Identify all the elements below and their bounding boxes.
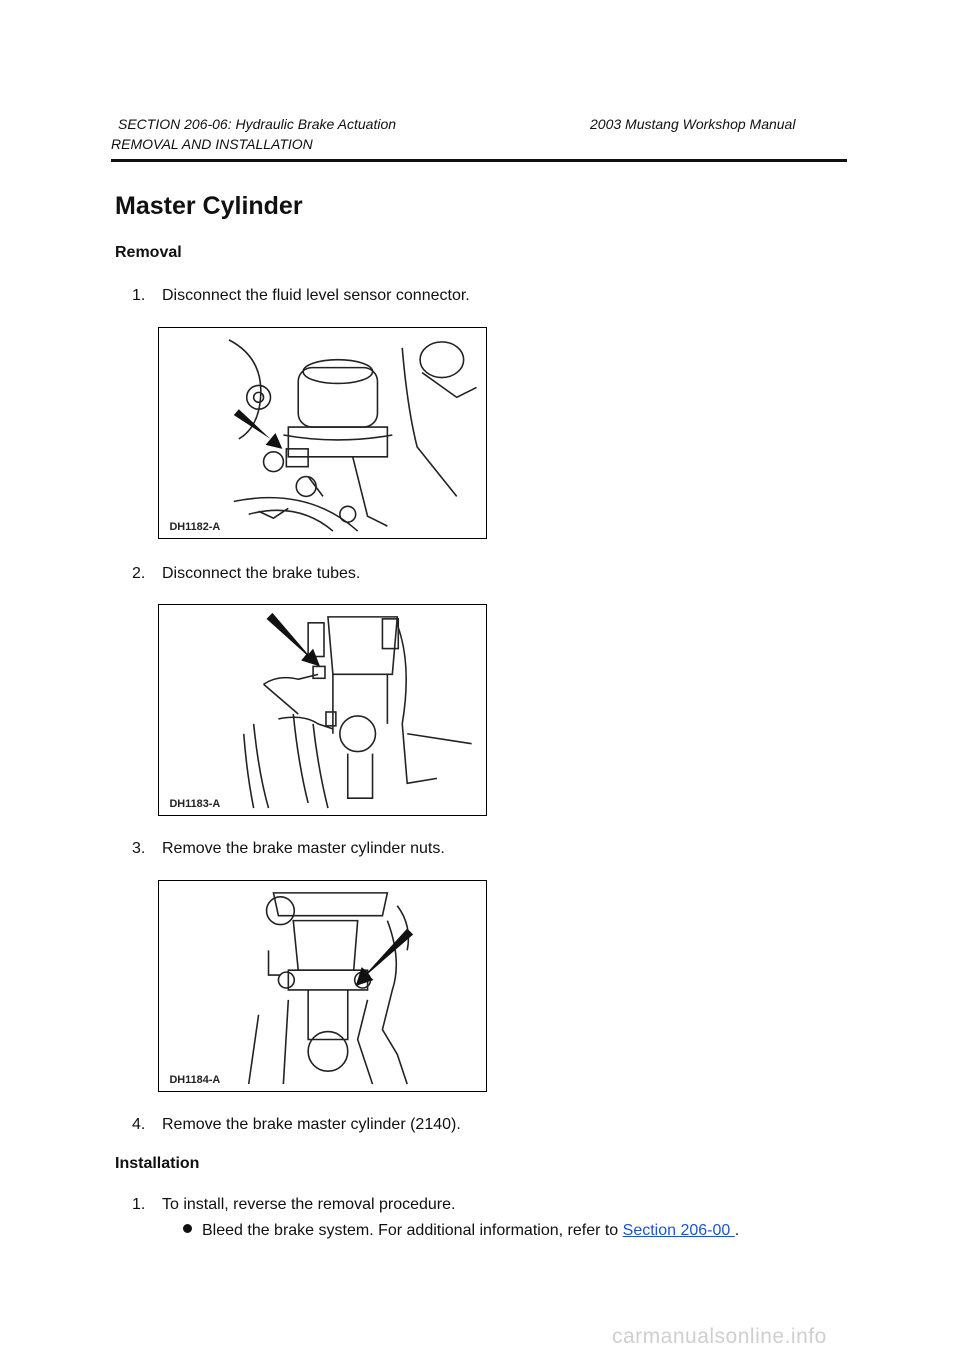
- removal-heading: Removal: [115, 244, 182, 261]
- watermark: carmanualsonline.info: [612, 1325, 827, 1348]
- removal-step-3: [132, 840, 445, 858]
- figure-fluid-level-sensor: [158, 327, 487, 539]
- figure-master-cylinder-nuts: [158, 880, 487, 1092]
- figure-brake-tubes: [158, 604, 487, 816]
- step-number: 4.: [132, 1116, 146, 1133]
- header-category: REMOVAL AND INSTALLATION: [111, 136, 313, 152]
- figure-label: DH1182-A: [169, 521, 221, 534]
- removal-step-2: [132, 565, 360, 583]
- step-text: Remove the brake master cylinder nuts.: [162, 840, 445, 857]
- step-text: Disconnect the fluid level sensor connector.: [162, 287, 470, 304]
- header-divider: [111, 159, 847, 162]
- installation-bullet: [183, 1222, 739, 1240]
- removal-step-4: [132, 1116, 461, 1134]
- section-206-00-link[interactable]: Section 206-00: [622, 1222, 735, 1239]
- step-text: To install, reverse the removal procedure.: [162, 1196, 456, 1213]
- step-number: 2.: [132, 565, 146, 582]
- figure-label: DH1183-A: [169, 798, 221, 811]
- removal-step-1: [132, 287, 470, 305]
- step-number: 1.: [132, 287, 146, 304]
- bullet-icon: [183, 1224, 192, 1233]
- step-number: 3.: [132, 840, 146, 857]
- installation-heading: Installation: [115, 1155, 200, 1172]
- header-manual-title: 2003 Mustang Workshop Manual: [590, 116, 796, 132]
- step-text: Disconnect the brake tubes.: [162, 565, 361, 582]
- bullet-text: Bleed the brake system. For additional information, refer to: [202, 1222, 619, 1239]
- illustration-master-cylinder-nuts: [159, 881, 486, 1091]
- step-number: 1.: [132, 1196, 146, 1213]
- bullet-trail: .: [734, 1222, 740, 1239]
- installation-step-1: [132, 1196, 455, 1214]
- header-section-title: SECTION 206-06: Hydraulic Brake Actuation: [118, 116, 397, 132]
- illustration-master-cylinder-reservoir: [159, 328, 486, 538]
- page-title: Master Cylinder: [115, 192, 303, 220]
- step-text: Remove the brake master cylinder (2140).: [162, 1116, 461, 1133]
- figure-label: DH1184-A: [169, 1074, 221, 1087]
- illustration-brake-tubes: [159, 605, 486, 815]
